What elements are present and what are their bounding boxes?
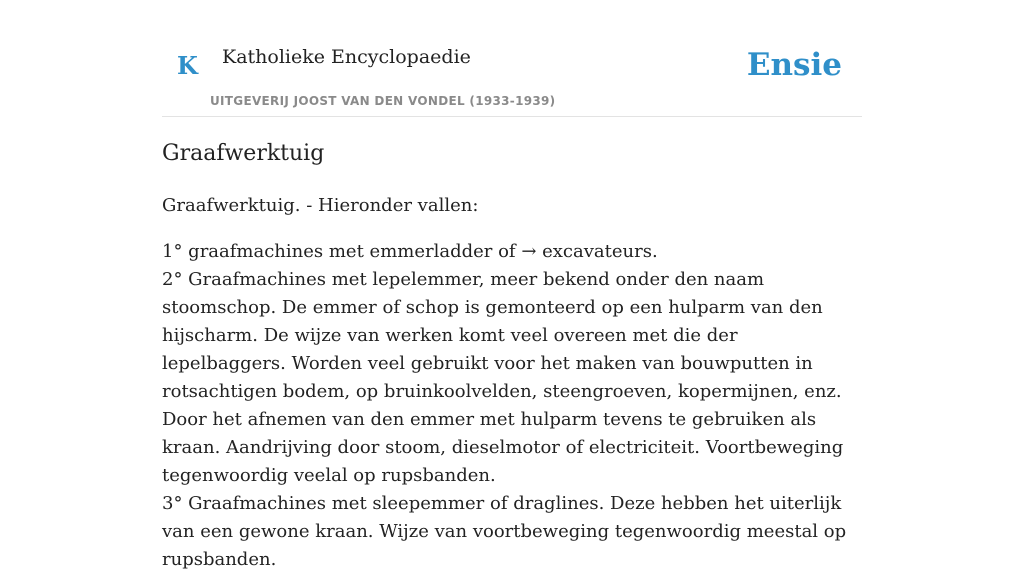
article-body xyxy=(162,238,862,574)
item-3-text: 3° Graafmachines met sleepemmer of draglines. Deze hebben het uiterlijk van een gewone kraan. Wijze van voortbeweging tegenwoordig meestal op rupsbanden. xyxy=(162,493,847,570)
article-lead: Graafwerktuig. - Hieronder vallen: xyxy=(162,195,479,216)
article-title: Graafwerktuig xyxy=(162,141,325,166)
site-title[interactable]: Katholieke Encyclopaedie xyxy=(222,46,471,68)
article-content xyxy=(162,136,862,574)
site-header xyxy=(162,0,862,117)
site-logo-icon[interactable]: K xyxy=(177,51,198,80)
ensie-brand-link[interactable]: Ensie xyxy=(746,47,842,83)
publisher-subtitle: UITGEVERIJ JOOST VAN DEN VONDEL (1933-1939) xyxy=(210,94,556,108)
item-2-text: 2° Graafmachines met lepelemmer, meer bekend onder den naam stoomschop. De emmer of schop is gemonteerd op een hulparm van den hijscharm. De wijze van werken komt veel overeen met die der lepelbaggers. Worden veel gebruikt voor het maken van bouwputten in rotsachtigen bodem, op bruinkoolvelden, steengroeven, kopermijnen, enz. Door het afnemen van den emmer met hulparm tevens te gebruiken als kraan. Aandrijving door stoom, dieselmotor of electriciteit. Voortbeweging tegenwoordig veelal op rupsbanden. xyxy=(162,269,844,486)
item-1-text: 1° graafmachines met emmerladder of → excavateurs. xyxy=(162,241,658,262)
